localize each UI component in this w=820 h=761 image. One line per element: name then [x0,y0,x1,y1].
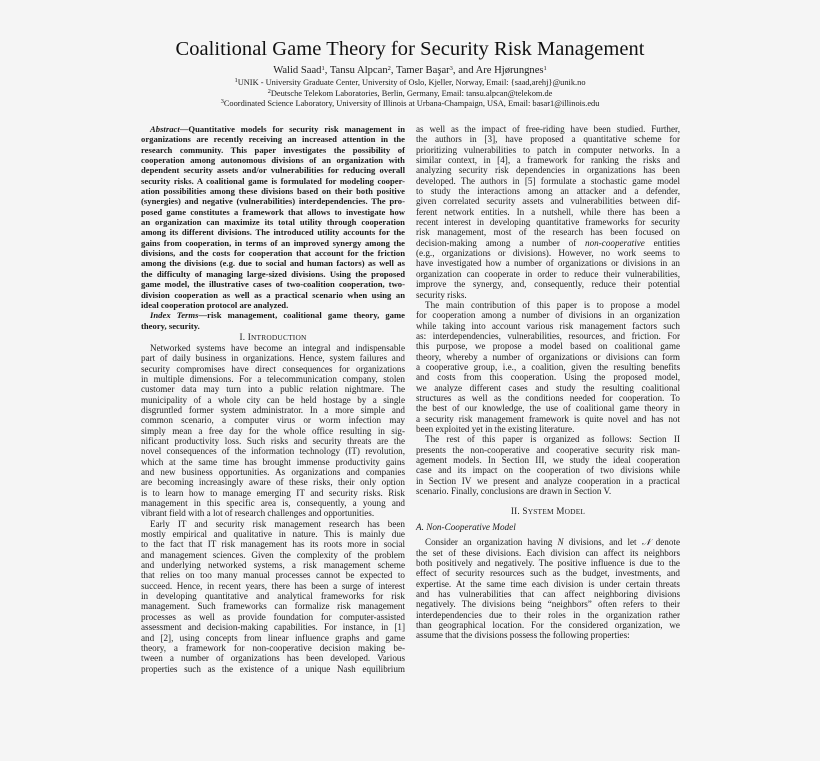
intro-paragraph-1 [141,343,405,519]
body-line: The rest of this paper is organized as follows: Section II [425,434,680,445]
body-line: expertise. At the same time each division is under certain threats [416,578,680,589]
body-line: and new business opportunities. As organizations and companies [141,467,405,477]
section-heading-initial: M [556,506,565,517]
body-line: assume that the divisions possess the following properties: [416,630,630,641]
body-line: in multiple dimensions. For a telecommunication company, stolen [141,373,405,384]
body-line: Networked systems have become an integral and indispensable [150,342,405,353]
body-line: and has vulnerabilities that can affect neighboring divisions [416,589,680,600]
index-terms-label: Index Terms [150,310,199,321]
body-line: prioritizing vulnerabilities to patch in computer networks. In a [416,144,680,155]
index-terms-text: risk management, coalitional game theory, game [207,310,405,321]
abstract-line: gains from cooperation, in terms of an improved synergy among the [141,237,405,248]
body-line: municipality of a whole city can be held hostage by a single [141,394,405,405]
body-line: the set of these divisions. Each division can affect its neighbors [416,547,680,558]
abstract-line: ideal cooperation protocol are analyzed. [141,299,289,310]
index-terms-line [141,310,405,320]
abstract-line: dependent security assets and/or vulnerabilities for reducing overall [141,165,405,176]
body-line: have investigated how a number of organizations or divisions in an [416,258,680,269]
body-line: processes as well as provide foundation for computer-assisted [141,611,405,622]
body-line: that relies on too many manual processes cannot be expected to [141,570,405,581]
body-line: than geographical location. For the considered organization, we [416,620,680,631]
body-line: effect of security resources such as the budget, investments, and [416,568,680,579]
abstract-line: among the divisions (e.g. due to social and human factors) as well as [141,258,405,269]
body-line: assessment and decision-making capabilities. For instance, in [1] [141,622,405,633]
author-affiliation-mark: 3 [449,65,453,72]
body-line: both positively and negatively. The positive influence is due to the [416,558,680,569]
subsection-heading: A. Non-Cooperative Model [416,522,516,533]
body-line: management. Such frameworks can formalize risk management [141,601,405,612]
author-affiliation-mark: 2 [387,65,391,72]
body-line: given correlated security assets and vulnerabilities between dif- [416,196,680,207]
body-line: mostly empirical and qualitative in nature. This is mainly due [141,529,405,540]
body-line: to the fact that IT risk management has its roots more in social [141,539,405,550]
body-line: (e.g., organizations or divisions). However, no work seems to [416,248,680,259]
affiliation-line [0,89,820,99]
section-numeral: II. [510,506,520,517]
paper-title: Coalitional Game Theory for Security Risk Management [175,38,645,60]
body-line: simply mean a free day for the whole office resulting in sig- [141,425,405,436]
body-line: a security risk management framework is quite novel and has not [416,413,680,424]
index-terms-line: theory, security. [141,320,200,331]
author-separator: , and [452,65,476,76]
body-line: case and its impact on the cooperation of two divisions while [416,465,680,476]
abstract-line: the difficulty of managing large-sized divisions. Using the proposed [141,268,405,279]
abstract [141,124,405,310]
body-line: properties such as the existence of a unique Nash equilibrium [141,663,405,674]
section-heading-introduction [141,331,405,343]
section-heading-rest: YSTEM [527,507,554,517]
body-line: been exploited yet in the existing literature. [416,423,575,434]
body-line: organization can cooperate in order to reduce their vulnerabilities, [416,268,680,279]
body-line: common scenario, a computer virus or worm infection may [141,415,405,426]
author-name: Tamer Başar [396,65,450,76]
body-text: denote [650,537,680,548]
body-line: as: interdependencies, vulnerabilities, resources, and friction. For [416,330,680,341]
body-line: theory, whereby a number of organizations or divisions can form [416,351,680,362]
author-separator: , [324,65,330,76]
abstract-line: ation possibilities among these divisions based on their both positive [141,186,405,197]
body-line: this purpose, we propose a model based on coalitional game [416,341,680,352]
body-line: we analyze different cases and study the resulting coalitional [416,382,680,393]
author-separator: , [390,65,396,76]
body-line: structures as well as the conditions needed for cooperation. To [416,392,680,403]
abstract-line: cooperation among autonomous divisions of an organization with [141,155,405,166]
left-column [141,124,405,674]
body-line: while taking into account various risk management factors such [416,320,680,331]
body-line: customer data may turn into a public relation nightmare. The [141,384,405,395]
body-line: interdependencies due to their roles in the organization rather [416,609,680,620]
body-line: ferent network entities. In a nutshell, while there has been a [416,206,680,217]
affiliation-text: Coordinated Science Laboratory, University of Illinois at Urbana-Champaign, USA, Email: basar1@illinois.edu [223,99,600,108]
body-line: in Section IV we present and analyze cooperation in a practical [416,475,680,486]
body-line: nificant productivity loss. Such risks and security threats are the [141,435,405,446]
body-line: analyzing security risk dependencies in organizations has been [416,165,680,176]
abstract-dash: — [179,124,189,134]
abstract-line: game model, the illustrative cases of two-coalition cooperation, two- [141,279,405,290]
intro-paragraph-2 [141,519,405,674]
body-line: management in this specific area is, consequently, a young and [141,498,405,509]
body-line: similar context, in [4], a framework for ranking the risks and [416,155,680,166]
body-text: Consider an organization having [425,537,558,548]
affiliation-line [0,78,820,88]
abstract-line: research community. This paper investigates the possibility of [141,144,405,155]
body-line: disgruntled former system administrator. In a more simple and [141,404,405,415]
body-line: for cooperation among a number of divisions in an organization [416,310,680,321]
abstract-line: division cooperation as well as a practical scenario when using an [141,289,405,300]
abstract-line: among its different divisions. The introduced utility accounts for the [141,227,405,238]
body-text: divisions, and let [563,537,642,548]
author-affiliation-mark: 1 [321,65,325,72]
author-list [0,64,820,77]
body-line: security risks. [416,289,467,300]
author-name: Tansu Alpcan [329,65,388,76]
abstract-line: (synergies) and negative (vulnerabilities) interdependencies. The pro- [141,196,405,207]
abstract-line: security risks. A coalitional game is formulated for modeling cooper- [141,175,405,186]
emphasized-term: non-cooperative [585,237,645,248]
index-terms-dash: — [198,310,208,321]
body-line: Early IT and security risk management research has been [150,518,405,529]
spacer [416,496,680,505]
body-line: scenario. Finally, conclusions are drawn in Section V. [416,486,612,497]
body-line: presents the non-cooperative and cooperative security risk man- [416,444,680,455]
section-numeral: I. [239,331,246,342]
author-affiliation-mark: 1 [543,65,547,72]
right-column [416,124,680,641]
body-line: security compromises have direct consequences for organizations [141,363,405,374]
body-line: succeed. Hence, in recent years, there has been a surge of interest [141,580,405,591]
body-line [416,238,680,248]
section-heading-initial: I [247,331,251,342]
intro-paragraph-4 [416,434,680,496]
section-heading-rest: ODEL [564,507,586,517]
body-line: in developing quantitative and analytical frameworks for risk [141,591,405,602]
body-line: and costs from this cooperation. Using the proposed model, [416,372,680,383]
body-line: agement models. In Section III, we study the ideal cooperation [416,455,680,465]
abstract-line: divisions, and the costs for cooperation that account for the friction [141,248,405,259]
body-line: The main contribution of this paper is to propose a model [425,299,680,310]
abstract-text: Quantitative models for security risk management in [188,124,405,134]
body-line: are becoming increasingly aware of these risks, their only option [141,477,405,488]
affiliation-mark: 3 [220,98,224,105]
body-line: the authors in [3], have proposed a quantitative scheme for [416,134,680,145]
system-model-paragraph [416,537,680,640]
abstract-line: posed game constitutes a framework that allows to investigate how [141,206,405,217]
intro-paragraph-3 [416,300,680,434]
body-line: and underlying networked systems, a risk management scheme [141,560,405,571]
affiliation-mark: 1 [234,77,238,84]
intro-paragraph-2-continued [416,124,680,300]
body-line: and [2], using concepts from linear influence graphs and game [141,632,405,643]
index-terms [141,310,405,331]
body-line: improve the synergy, and, consequently, reduce their potential [416,279,680,290]
body-line: novel consequences of the information technology (IT) revolution, [141,446,405,457]
body-text: entities [644,237,680,248]
body-line: as well as the impact of free-riding have been studied. Further, [416,124,680,134]
abstract-label: Abstract [150,124,180,134]
body-line: recent interest in developing quantitative frameworks for security [416,217,680,228]
body-line: developed. The authors in [5] formulate a stochastic game model [416,175,680,186]
author-name: Walid Saad [273,65,322,76]
author-name: Are Hjørungnes [475,65,544,76]
body-line: risk management, most of the research has been focused on [416,227,680,238]
abstract-line: an organization can maximize its total utility through cooperation [141,217,405,228]
body-line: negatively. The divisions being “neighbors” often refers to their [416,599,680,610]
body-line: vibrant field with a lot of research challenges and opportunities. [141,508,375,519]
body-line: the best of our knowledge, the use of coalitional game theory in [416,403,680,414]
body-line: which at the same time has brought immense productivity gains [141,456,405,467]
abstract-line: organizations are recently receiving an increased attention in the [141,134,405,145]
body-line: to study the interactions among an attacker and a defender, [416,186,680,197]
abstract-line [141,124,405,134]
body-line: theory, a framework for non-cooperative decision making be- [141,642,405,653]
body-line: is to learn how to manage emerging IT and security risks. Risk [141,487,405,498]
body-line: a cooperative group, i.e., a coalition, given the resulting benefits [416,361,680,372]
body-line: part of daily business in organizations. Hence, system failures and [141,353,405,364]
math-variable: N [557,537,564,548]
section-heading-rest: NTRODUCTION [250,332,307,342]
affiliation-text: Deutsche Telekom Laboratories, Berlin, Germany, Email: tansu.alpcan@telekom.de [270,89,553,98]
affiliation-line [0,99,820,109]
affiliation-text: UNIK - University Graduate Center, University of Oslo, Kjeller, Norway, Email: {saad,arehj}@unik.no [237,78,586,87]
section-heading-system-model [416,505,680,517]
body-line [416,537,680,547]
body-line: and management sciences. Given the complexity of the problem [141,549,405,560]
body-text: decision-making among a number of [416,237,586,248]
body-line: tween a number of organizations has been developed. Various [141,653,405,664]
section-heading-initial: S [522,506,528,517]
affiliation-mark: 2 [267,88,271,95]
math-set-symbol: 𝒩 [641,537,651,548]
